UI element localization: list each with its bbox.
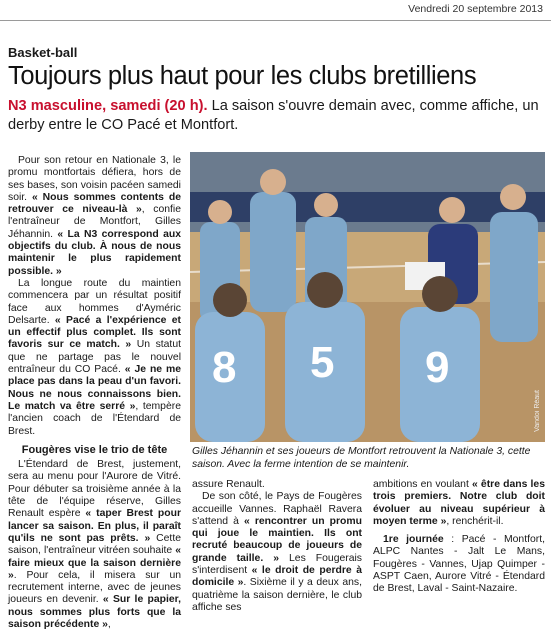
column-2 [192,479,362,614]
svg-text:9: 9 [425,343,450,392]
photo-caption: Gilles Jéhannin et ses joueurs de Montfort retrouvent la Nationale 3, cette saison. Avec la ferme intention de se maintenir. [192,446,531,470]
quote: « être dans les trois premiers. Notre club doit évoluer au niveau supérieur à moyen terme » [373,479,545,527]
subheading: Fougères vise le trio de tête [21,443,168,456]
top-rule [0,20,551,21]
col1-paragraph-2: La longue route du maintien commencera par un résultat positif face aux hommes d'Ayméric Delsarte. « Pacé a l'expérience et un effectif plus complet. Ils sont favoris sur ce match. » Un statut que ne partage pas le nouvel entraîneur du CO Pacé. « Je ne me place pas dans la peau d'un favori. Nous ne nous connaissons bien. Le match va être serré », tempère l'ancien coach de l'Étendard de Brest. [8,277,181,437]
col2-paragraph-1: assure Renault. [192,479,265,490]
chapo-lead: N3 masculine, samedi (20 h). [8,98,208,114]
chapo [8,97,548,135]
col3-fixtures: 1re journée : Pacé - Montfort, ALPC Nantes - Jalt Le Mans, Fougères - Vannes, Ujap Quimper - ASPT Caen, Aurore Vitré - Étendard de Brest, Laval - Saint-Nazaire. [373,534,545,595]
quote: « le droit de perdre à domicile » [192,565,362,589]
col1-paragraph-1: Pour son retour en Nationale 3, le promu montfortais défiera, hors de ses bases, son voisin pacéen samedi soir. « Nous sommes contents de retrouver ce niveau-là », confie l'entraîneur de Montfort, Gilles Jéhannin. « La N3 correspond aux objectifs du club. À nous de nous maintenir le plus rapidement possible. » [8,155,181,277]
svg-text:8: 8 [212,343,237,392]
col1-paragraph-3: L'Étendard de Brest, justement, sera au menu pour l'Aurore de Vitré. Pour débuter sa troisième année à la tête de l'équipe réserve, Gilles Renault espère « taper Brest pour lancer sa saison. En plus, il paraît qu'ils ne sont pas prêts. » Cette saison, l'entraîneur vitréen souhaite « faire mieux que la saison dernière ». Pour cela, il misera sur un recrutement interne, avec de jeunes joueurs en devenir. « Sur le papier, nous sommes plus forts que la saison précédente », [8,459,182,630]
headline: Toujours plus haut pour les clubs bretilliens [8,62,477,90]
column-1 [8,155,181,631]
fixtures-label: 1re journée [383,534,444,546]
col3-paragraph-1: ambitions en voulant « être dans les trois premiers. Notre club doit évoluer au niveau supérieur à moyen terme », renchérit-il. [373,479,545,527]
team-photo [190,152,545,442]
basketball-team-photo [190,152,545,442]
quote: « Nous sommes contents de retrouver ce niveau-là » [8,191,181,216]
svg-text:5: 5 [310,338,335,387]
quote: « La N3 correspond aux objectifs du club. À nous de nous maintenir le plus rapidement possible. » [8,228,181,277]
chapo-text: La saison s'ouvre demain avec, comme affiche, un derby entre le CO Pacé et Montfort. [8,98,539,133]
quote: « taper Brest pour lancer sa saison. En plus, il paraît qu'ils ne sont pas prêts. » [8,508,182,544]
photo-credit: Vandoi Réaut [534,390,541,432]
quote: « rencontrer un promu qui joue le maintien. Ils ont recruté beaucoup de joueurs de grande taille. » [192,515,362,564]
quote: « Je ne me place pas dans la peau d'un favori. Nous ne nous connaissons bien. Le match va être serré » [8,364,181,412]
col2-paragraph-2: De son côté, le Pays de Fougères accueille Vannes. Raphaël Ravera s'attend à « rencontrer un promu qui joue le maintien. Ils ont recruté beaucoup de joueurs de grande taille. » Les Fougerais s'interdisent « le droit de perdre à domicile ». Sixième il y a deux ans, quatrième la saison dernière, le club affiche ses [192,491,362,613]
date-line: Vendredi 20 septembre 2013 [408,3,543,15]
rubric: Basket-ball [8,45,78,60]
quote: « Pacé a l'expérience et un effectif plus complet. Ils sont favoris sur ce match. » [8,314,181,351]
column-3 [373,479,545,596]
quote: « faire mieux que la saison dernière » [8,545,181,581]
quote: « Sur le papier, nous sommes plus forts que la saison précédente » [8,594,181,630]
